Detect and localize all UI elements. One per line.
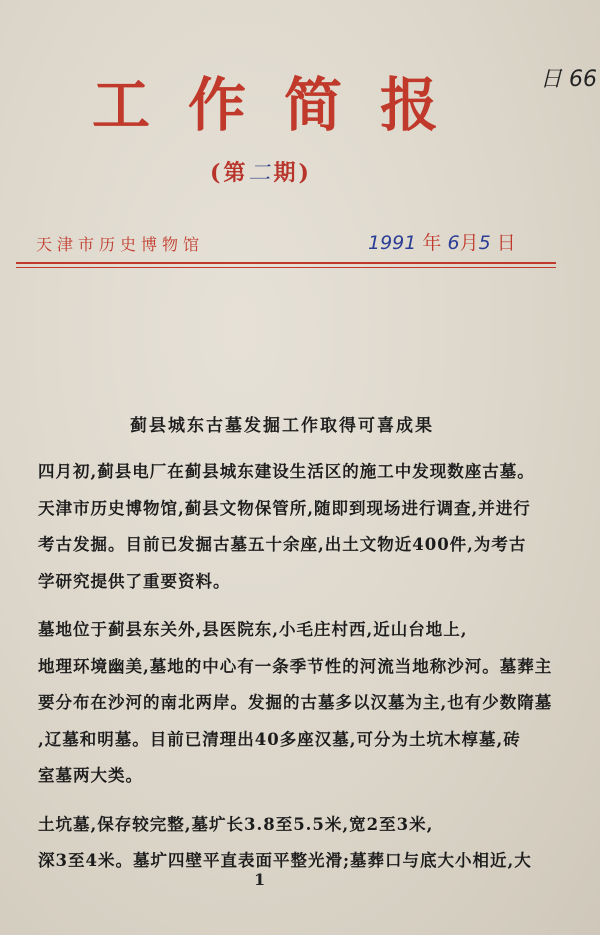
date-day-unit: 日: [496, 232, 516, 254]
organization-name: 天津市历史博物馆: [36, 235, 205, 254]
article-body: [38, 458, 553, 884]
body-line: 四月初,蓟县电厂在蓟县城东建设生活区的施工中发现数座古墓。: [38, 462, 535, 481]
article-title: 蓟县城东古墓发掘工作取得可喜成果: [130, 416, 434, 436]
body-line: 地理环境幽美,墓地的中心有一条季节性的河流当地称沙河。墓葬主: [38, 656, 553, 676]
date-year-unit: 年: [422, 232, 442, 254]
body-line: 深3至4米。墓圹四壁平直表面平整光滑;墓葬口与底大小相近,大: [38, 851, 532, 870]
paragraph-gap: [38, 799, 538, 811]
issue-suffix: 期): [273, 160, 312, 186]
date-month: 6: [447, 232, 460, 254]
body-line: 墓地位于蓟县东关外,县医院东,小毛庄村西,近山台地上,: [38, 620, 468, 639]
paragraph-gap: [38, 604, 538, 616]
body-line: 天津市历史博物馆,蓟县文物保管所,随即到现场进行调查,并进行: [38, 498, 531, 518]
issue-prefix: (第: [210, 160, 249, 186]
header-rule-thick: [16, 262, 556, 264]
header-rule-thin: [16, 267, 556, 268]
body-line: 学研究提供了重要资料。: [38, 571, 231, 591]
bulletin-title: 工作简报: [92, 71, 477, 139]
body-line: 土坑墓,保存较完整,墓圹长3.8至5.5米,宽2至3米,: [38, 814, 434, 834]
date-month-unit: 月: [459, 232, 479, 254]
date-day: 5: [478, 232, 491, 254]
body-line: ,辽墓和明墓。目前已清理出40多座汉墓,可分为土坑木椁墓,砖: [38, 729, 521, 749]
issue-label: [210, 156, 312, 187]
body-line: 要分布在沙河的南北两岸。发掘的古墓多以汉墓为主,也有少数隋墓: [38, 693, 553, 712]
issue-number: 二: [248, 161, 274, 186]
issue-date: [368, 228, 516, 255]
body-line: 室墓两大类。: [38, 766, 143, 785]
date-year: 1991: [368, 232, 417, 254]
page-number: 1: [254, 870, 266, 889]
body-line: 考古发掘。目前已发掘古墓五十余座,出土文物近400件,为考古: [38, 535, 527, 554]
handwritten-margin-note: 日 66: [540, 67, 597, 92]
